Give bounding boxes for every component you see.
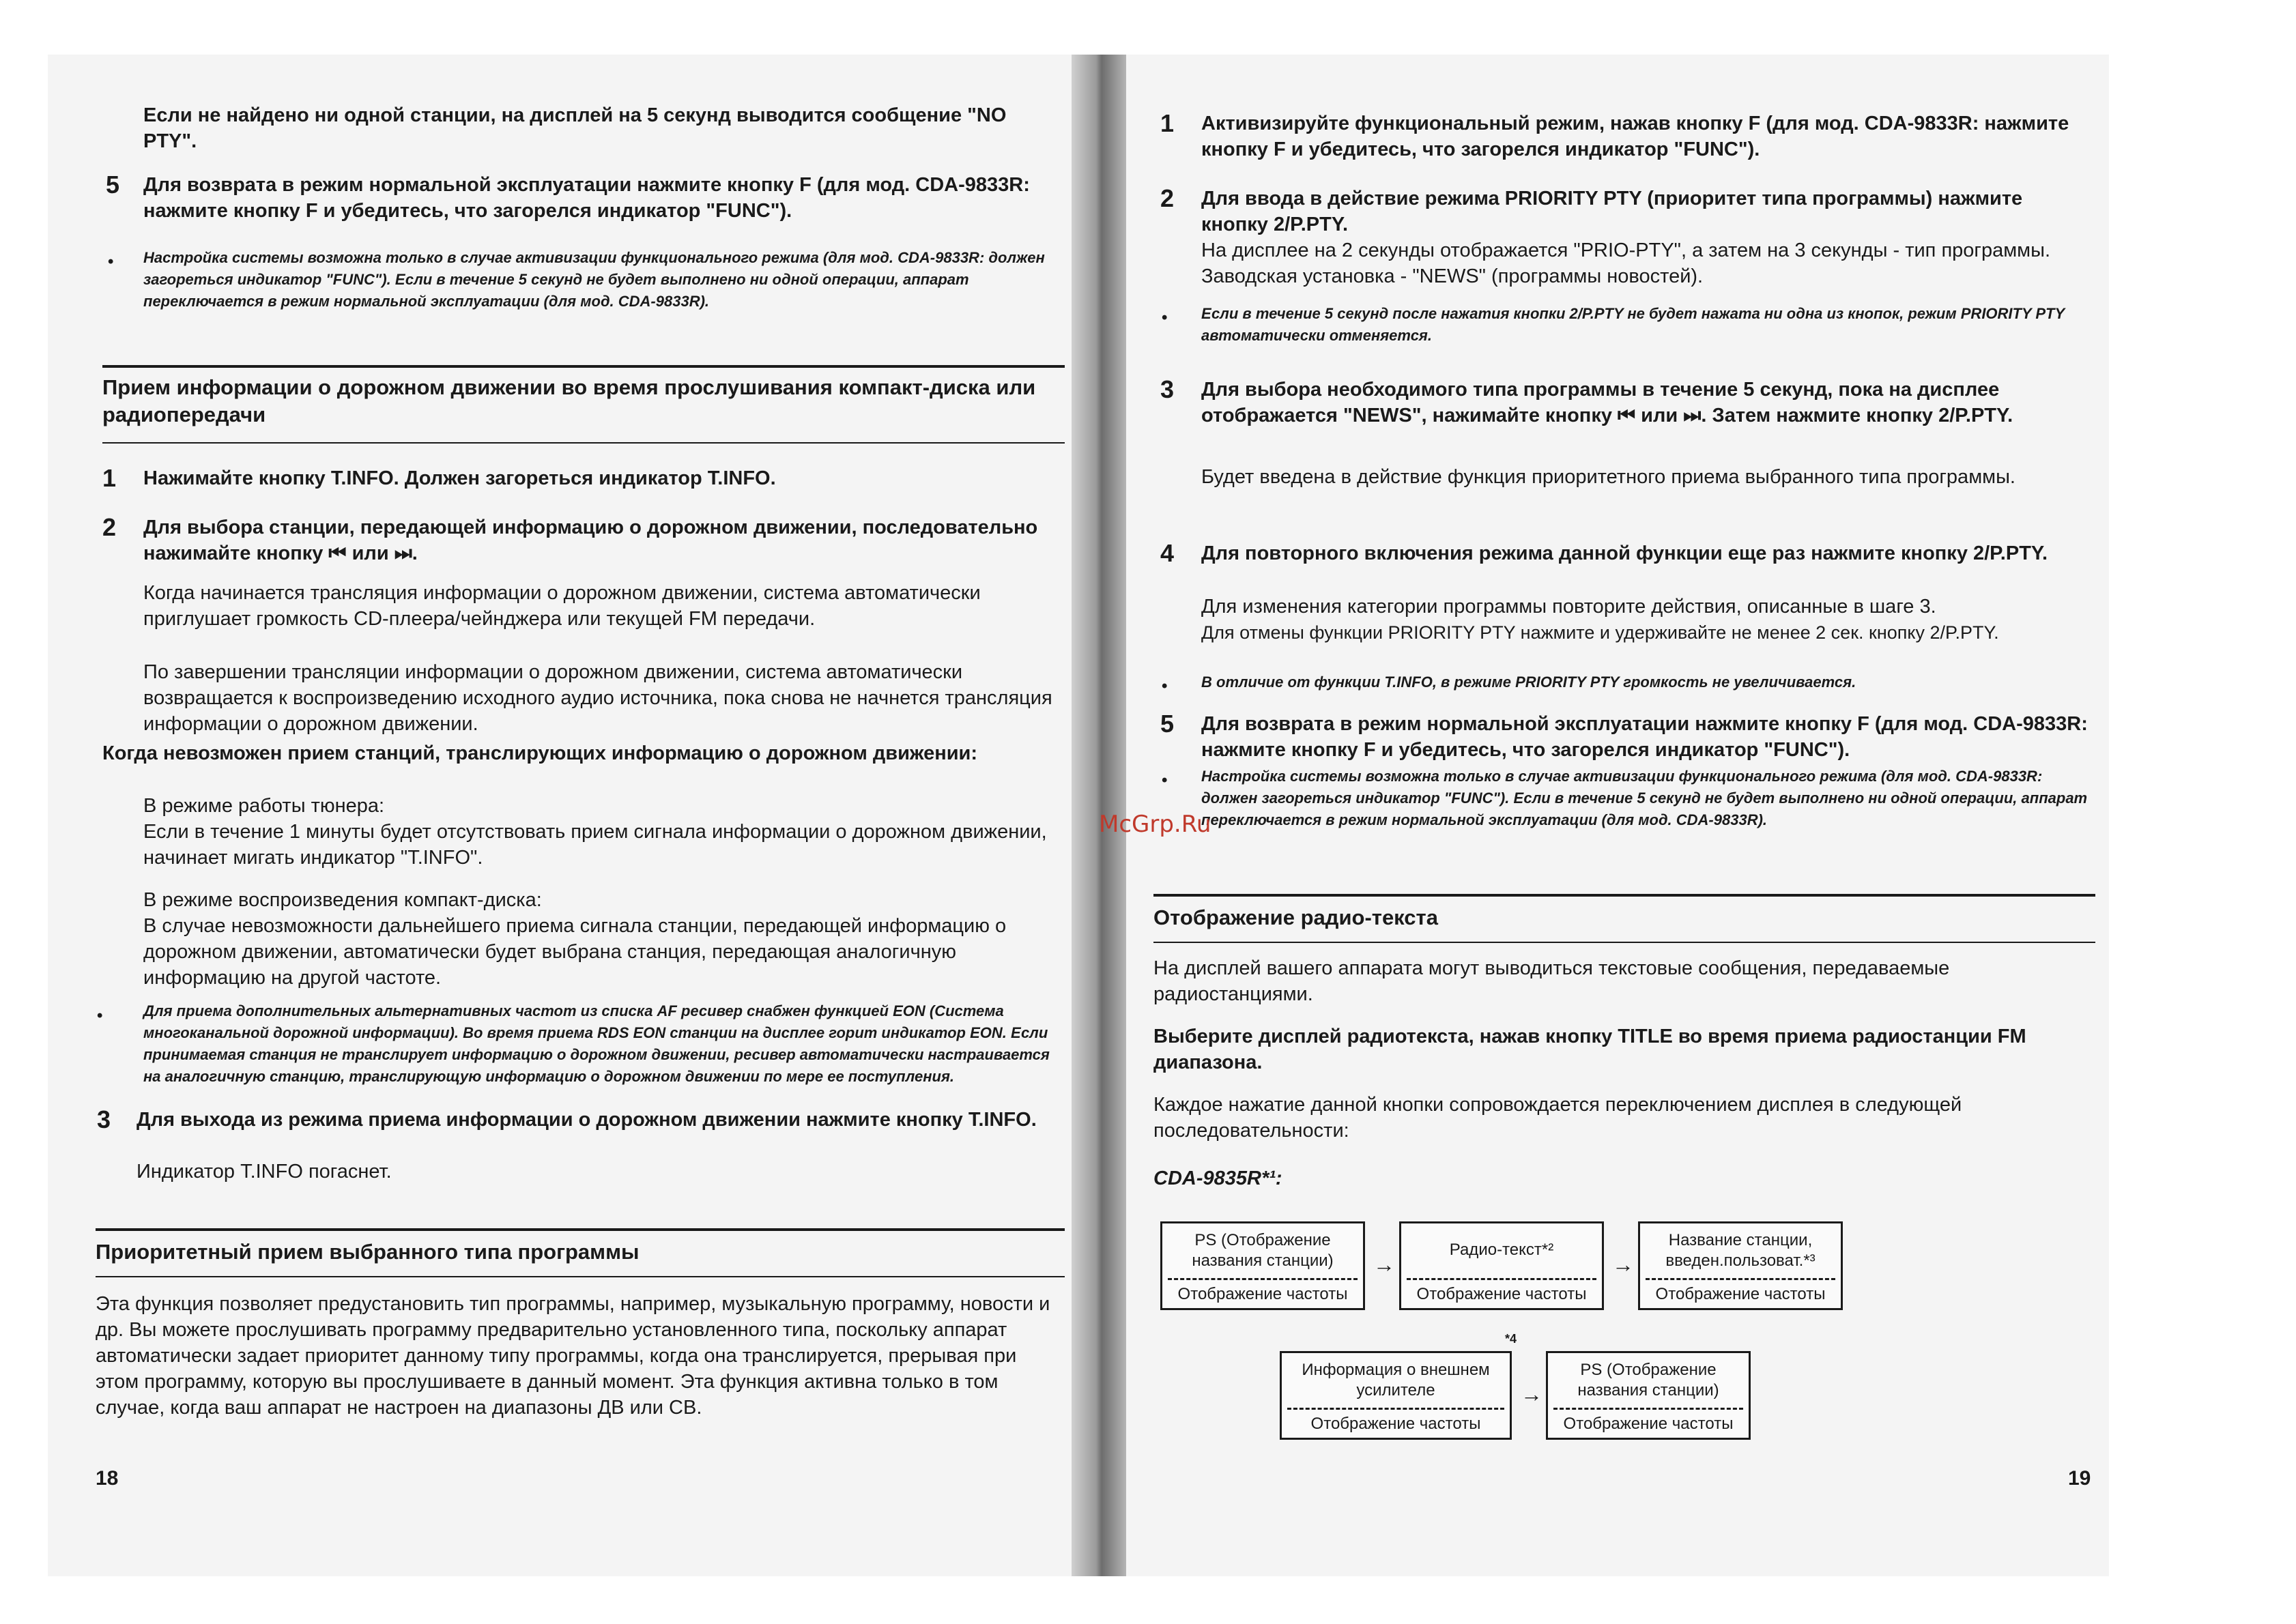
step-number: 1 [102, 464, 117, 492]
step-number: 4 [1160, 539, 1175, 567]
body-text: По завершении трансляции информации о дорожном движении, система автоматически возвращается к воспроизведению исходного аудио источника, пока снова не начнется трансляция информации о дорожном движении. [143, 661, 1052, 735]
note-text: В отличие от функции T.INFO, в режиме PRIORITY PTY громкость не увеличивается. [1201, 673, 1856, 691]
flow-box-ps [1160, 1221, 1365, 1310]
heading-rule-top [102, 365, 1065, 368]
step-text: Нажимайте кнопку T.INFO. Должен загореться индикатор T.INFO. [143, 467, 776, 489]
flow-box-radiotext [1399, 1221, 1604, 1310]
note-text: Если в течение 5 секунд после нажатия кнопки 2/P.PTY не будет нажата ни одна из кнопок, режим PRIORITY PTY автоматически отменяется. [1201, 305, 2065, 344]
step-text: Для ввода в действие режима PRIORITY PTY (приоритет типа программы) нажмите кнопку 2/P.PTY. [1201, 188, 2023, 235]
step-text: Активизируйте функциональный режим, нажав кнопку F (для мод. CDA-9833R: нажмите кнопку F и убедитесь, что загорелся индикатор "FUNC"). [1201, 113, 2069, 160]
section-heading: Прием информации о дорожном движении во время прослушивания компакт-диска или радиопередачи [102, 375, 1036, 426]
body-text: Эта функция позволяет предустановить тип программы, например, музыкальную программу, новости и др. Вы можете прослушивать программу предварительно установленного типа, поскольку аппарат автоматически задает приоритет данному типу программы, когда она транслируется, прерывая при этом программу, которую вы прослушиваете в данный момент. Эта функция активна только в том случае, когда ваш аппарат не настроен на диапазоны ДВ или СВ. [96, 1293, 1050, 1419]
note-text: Настройка системы возможна только в случае активизации функционального режима (для мод. CDA-9833R: должен загореться индикатор "FUNC"). Если в течение 5 секунд не будет выполнено ни одной операции, аппарат переключается в режим нормальной эксплуатации (для мод. CDA-9833R). [143, 249, 1045, 310]
flow-box-bottom-label: Отображение частоты [1416, 1285, 1587, 1303]
heading-rule-bottom [102, 442, 1065, 444]
step-text: Для выбора станции, передающей информацию о дорожном движении, последовательно нажимайте кнопку ⏮ или ⏭. [143, 517, 1038, 564]
page-number: 18 [96, 1467, 119, 1490]
body-text: Индикатор T.INFO погаснет. [137, 1161, 392, 1183]
body-text: Для изменения категории программы повторите действия, описанные в шаге 3. [1201, 596, 1936, 618]
right-page [1126, 55, 2109, 1576]
step-text: Для возврата в режим нормальной эксплуатации нажмите кнопку F (для мод. CDA-9833R: нажмите кнопку F и убедитесь, что загорелся индикатор "FUNC"). [143, 174, 1030, 222]
footnote-mark: *4 [1505, 1332, 1517, 1346]
arrow-icon: → [1373, 1252, 1395, 1277]
flow-box-top-label: PS (Отображение названия станции) [1192, 1231, 1334, 1270]
flow-box-user-station-name [1638, 1221, 1843, 1310]
flow-box-bottom-label: Отображение частоты [1177, 1285, 1348, 1303]
step-number: 5 [1160, 710, 1175, 738]
step-number: 5 [106, 171, 120, 199]
flow-box-top-label: PS (Отображение названия станции) [1577, 1361, 1719, 1400]
mode-heading: В режиме работы тюнера: [143, 795, 385, 817]
model-label: CDA-9835R*¹: [1153, 1168, 1282, 1189]
body-text: Будет введена в действие функция приоритетного приема выбранного типа программы. [1201, 466, 2015, 488]
bullet: • [1162, 308, 1168, 327]
body-text: Для отмены функции PRIORITY PTY нажмите и удерживайте не менее 2 сек. кнопку 2/P.PTY. [1201, 622, 1999, 643]
step-number: 3 [97, 1105, 111, 1133]
note-text: Настройка системы возможна только в случае активизации функционального режима (для мод. CDA-9833R: должен загореться индикатор "FUNC"). Если в течение 5 секунд не будет выполнено ни одной операции, аппарат переключается в режим нормальной эксплуатации (для мод. CDA-9833R). [1201, 768, 2088, 828]
left-page [48, 55, 1072, 1576]
intro-text: Если не найдено ни одной станции, на дисплей на 5 секунд выводится сообщение "NO PTY". [143, 104, 1007, 152]
arrow-icon: → [1612, 1252, 1634, 1277]
flow-box-bottom-label: Отображение частоты [1310, 1415, 1481, 1433]
step-number: 2 [102, 513, 117, 541]
body-text: На дисплее на 2 секунды отображается "PRIO-PTY", а затем на 3 секунды - тип программы. Заводская установка - "NEWS" (программы новостей). [1201, 240, 2051, 287]
bullet: • [1162, 771, 1168, 789]
page-number: 19 [2068, 1467, 2091, 1490]
body-text: Каждое нажатие данной кнопки сопровождается переключением дисплея в следующей последовательности: [1153, 1094, 1962, 1142]
step-number: 1 [1160, 109, 1175, 137]
flow-box-bottom-label: Отображение частоты [1655, 1285, 1826, 1303]
mode-heading: В режиме воспроизведения компакт-диска: [143, 889, 542, 911]
body-text: Если в течение 1 минуты будет отсутствовать прием сигнала информации о дорожном движении, начинает мигать индикатор "T.INFO". [143, 821, 1047, 869]
step-number: 2 [1160, 184, 1175, 212]
step-number: 3 [1160, 375, 1175, 403]
body-text: На дисплей вашего аппарата могут выводиться текстовые сообщения, передаваемые радиостанциями. [1153, 957, 1950, 1005]
section-heading: Приоритетный прием выбранного типа программы [96, 1240, 640, 1264]
heading-rule-bottom [96, 1276, 1065, 1277]
arrow-icon: → [1521, 1382, 1542, 1406]
note-text: Для приема дополнительных альтернативных частот из списка AF ресивер снабжен функцией EON (Система многоканальной дорожной информации). Во время приема RDS EON станции на дисплее горит индикатор EON. Если принимаемая станция не транслирует информацию о дорожном движении, ресивер автоматически настраивается на аналогичную станцию, транслирующую информацию о дорожном движении по мере ее поступления. [143, 1002, 1050, 1085]
bullet: • [108, 252, 114, 271]
section-heading: Отображение радио-текста [1153, 905, 1438, 929]
step-text: Для возврата в режим нормальной эксплуатации нажмите кнопку F (для мод. CDA-9833R: нажмите кнопку F и убедитесь, что загорелся индикатор "FUNC"). [1201, 713, 2088, 761]
heading-rule-top [1153, 894, 2095, 897]
watermark: McGrp.Ru [1099, 811, 1211, 838]
book-spread [48, 55, 2109, 1576]
flow-box-amp-info [1280, 1351, 1512, 1440]
bullet: • [97, 1006, 103, 1025]
flow-box-top-label: Название станции, введен.пользоват.*³ [1665, 1231, 1816, 1270]
body-text: Когда начинается трансляция информации о дорожном движении, система автоматически приглушает громкость CD-плеера/чейнджера или текущей FM передачи. [143, 582, 981, 630]
instruction-text: Выберите дисплей радиотекста, нажав кнопку TITLE во время приема радиостанции FM диапазона. [1153, 1026, 2026, 1073]
step-text: Для выхода из режима приема информации о дорожном движении нажмите кнопку T.INFO. [137, 1109, 1037, 1131]
flow-box-bottom-label: Отображение частоты [1563, 1415, 1734, 1433]
flow-box-ps-return [1546, 1351, 1751, 1440]
body-text: В случае невозможности дальнейшего приема сигнала станции, передающей информацию о дорожном движении, автоматически будет выбрана станция, передающая аналогичную информацию на другой частоте. [143, 915, 1007, 989]
subheading: Когда невозможен прием станций, транслирующих информацию о дорожном движении: [102, 742, 978, 764]
heading-rule-bottom [1153, 942, 2095, 943]
bullet: • [1162, 677, 1168, 695]
step-text: Для выбора необходимого типа программы в течение 5 секунд, пока на дисплее отображается "NEWS", нажимайте кнопку ⏮ или ⏭. Затем нажмите кнопку 2/P.PTY. [1201, 379, 2013, 426]
step-text: Для повторного включения режима данной функции еще раз нажмите кнопку 2/P.PTY. [1201, 542, 2048, 564]
heading-rule-top [96, 1228, 1065, 1231]
flow-box-top-label: Радио-текст*² [1449, 1241, 1554, 1259]
flow-box-top-label: Информация о внешнем усилителе [1302, 1361, 1490, 1400]
